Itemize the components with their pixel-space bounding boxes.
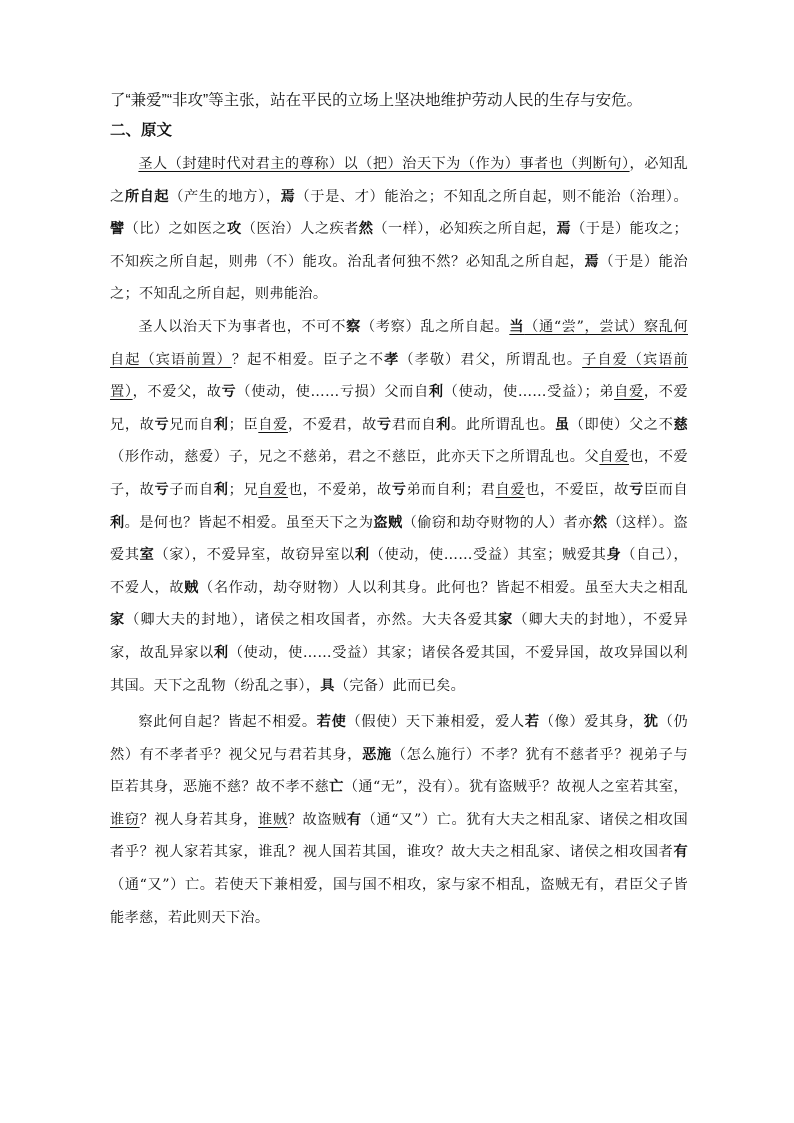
underlined-segment: 谁贼 [258,811,288,828]
text-segment: （使动，使……受益）其室；贼爱其 [369,547,607,564]
text-segment: （家），不爱异室，故窃异室以 [154,547,355,564]
text-segment: （产生的地方）， [169,188,281,205]
text-segment: 。是何也？皆起不相爱。虽至天下之为 [124,514,374,531]
text-segment: 也，不爱子，故 [110,449,689,498]
text-segment: （医治）人之疾者 [241,221,359,238]
underlined-segment: 子自爱（宾语前置） [110,351,688,401]
section-heading: 二、原文 [110,122,173,139]
text-segment: 君而自 [391,416,437,433]
text-segment: 臣而自 [643,481,688,498]
keyword-segment: 察 [346,318,361,335]
keyword-segment: 所自起 [124,188,170,205]
keyword-segment: 亡 [329,779,344,796]
text-segment: （怎么施行）不孝？犹有不慈者乎？视弟子与臣若其身，恶施不慈？故不孝不慈 [110,746,688,796]
keyword-segment: 利 [110,514,125,531]
keyword-segment: 焉 [280,188,296,205]
text-segment: （于是、才）能治之；不知乱之所自起，则不能治（治理）。 [295,188,688,205]
text-segment: （通“又”）亡。若使天下兼相爱，国与国不相攻，家与家不相乱，盗贼无有，君臣父子皆能孝慈，若此则天下治。 [110,877,688,926]
keyword-segment: 若 [524,714,540,731]
text-segment: （卿大夫的封地），不爱异家，故乱异家以 [110,612,688,661]
underlined-segment: 自爱 [258,481,288,498]
text-segment: （自己），不爱人，故 [110,547,688,596]
keyword-segment: 家 [110,612,126,629]
text-segment: （通“无”，没有）。犹有盗贼乎？故视人之室若其室， [343,779,688,796]
text-segment: （完备）此而已矣。 [334,677,466,694]
keyword-segment: 慈 [673,416,688,433]
keyword-segment: 譬 [110,221,125,238]
original-text-paragraph-2 [110,311,688,702]
keyword-segment: 然 [358,221,374,238]
keyword-segment: 焉 [556,221,572,238]
text-segment: 子而自 [169,481,214,498]
underlined-segment: 自爱 [495,481,526,498]
text-segment: 圣人以治天下为事者也，不可不 [138,318,347,335]
text-segment: （比）之如医之 [124,221,228,238]
keyword-segment: 室 [139,547,155,564]
text-segment: （假使）天下兼相爱，爱人 [346,714,525,731]
text-segment: （于是）能攻之；不知疾之所自起，则弗（不）能攻。治乱者何独不然？必知乱之所自起， [110,221,688,270]
text-segment: （考察）乱之所自起。 [360,318,510,335]
keyword-segment: 利 [213,481,229,498]
text-segment: ，不爱父，故 [132,384,222,401]
original-text-paragraph-1 [110,148,688,311]
keyword-segment: 然 [592,514,608,531]
text-segment: ；臣 [228,416,259,433]
keyword-segment: 亏 [154,481,170,498]
text-segment: （通“又”）亡。犹有大夫之相乱家、诸侯之相攻国者乎？视人家若其家，谁乱？视人国若其国，谁攻？故大夫之相乱家、诸侯之相攻国者 [110,811,688,861]
keyword-segment: 利 [213,416,229,433]
text-segment: ，不爱兄，故 [110,384,688,433]
text-segment: 也，不爱臣，故 [525,481,629,498]
text-segment: （于是）能治之；不知乱之所自起，则弗能治。 [110,253,688,303]
text-segment: ；兄 [228,481,259,498]
keyword-segment: 虽 [554,416,570,433]
keyword-segment: 身 [606,547,622,564]
text-segment: ，必知乱之 [110,156,688,205]
text-segment: （形作动，慈爱）子，兄之不慈弟，君之不慈臣，此亦天下之所谓乱也。父 [110,449,600,466]
keyword-segment: 恶施 [362,746,392,763]
text-segment: 弟而自利；君 [406,481,496,498]
keyword-underlined-segment: 当 [509,318,525,335]
keyword-segment: 利 [436,416,452,433]
original-text-paragraph-3 [110,706,688,934]
keyword-segment: 有 [673,844,688,861]
text-segment: （这样）。盗爱其 [110,514,688,564]
text-segment: （即使）父之不 [569,416,674,433]
keyword-segment: 攻 [227,221,242,238]
keyword-segment: 家 [498,612,514,629]
text-segment: （卿大夫的封地），诸侯之相攻国者，亦然。大夫各爱其 [125,612,499,629]
text-segment: ？起不相爱。臣子之不 [231,351,385,368]
keyword-segment: 犹 [643,714,659,731]
keyword-segment: 具 [320,677,335,694]
text-segment: （偷窃和劫夺财物的人）者亦 [402,514,593,531]
document-page [110,86,688,934]
text-segment: 也，不爱弟，故 [287,481,392,498]
keyword-segment: 有 [346,811,362,828]
underlined-segment: （通“尝”，尝试）察乱何自起（宾语前置） [110,318,688,368]
text-segment: 兄而自 [169,416,214,433]
keyword-segment: 利 [213,644,229,661]
keyword-segment: 焉 [584,253,600,270]
text-segment: （使动，使……亏损）父而自 [236,384,429,401]
underlined-segment: 自爱 [599,449,630,466]
text-segment: （孝敬）君父，所谓乱也。 [399,351,583,368]
keyword-segment: 若使 [316,714,347,731]
text-segment: （像）爱其身， [539,714,644,731]
keyword-segment: 亏 [376,416,392,433]
keyword-segment: 亏 [628,481,644,498]
underlined-segment: 自爱 [258,416,288,433]
underlined-segment: 自爱 [614,384,644,401]
underlined-segment: 谁窃 [110,811,140,828]
text-segment: 。此所谓乱也。 [451,416,555,433]
keyword-segment: 利 [428,384,444,401]
keyword-segment: 亏 [221,384,237,401]
text-segment: 察此何自起？皆起不相爱。 [138,714,317,731]
keyword-segment: 盗贼 [373,514,403,531]
text-segment: （使动，使……受益）；弟 [443,384,615,401]
text-segment: ，不爱君，故 [287,416,377,433]
text-segment: ？视人身若其身， [139,811,259,828]
underlined-segment: 圣人（封建时代对君主的尊称）以（把）治天下为（作为）事者也（判断句） [138,156,630,172]
keyword-segment: 孝 [384,351,400,368]
keyword-segment: 贼 [184,579,199,596]
text-segment: ？故盗贼 [287,811,347,828]
keyword-segment: 利 [354,547,370,564]
text-segment: （仍然）有不孝者乎？视父兄与君若其身， [110,714,688,763]
keyword-segment: 亏 [391,481,407,498]
text-segment: （名作动，劫夺财物）人以利其身。此何也？皆起不相爱。虽至大夫之相乱 [199,579,688,596]
keyword-segment: 亏 [154,416,170,433]
text-segment: （使动，使……受益）其家；诸侯各爱其国，不爱异国，故攻异国以利其国。天下之乱物（纷乱之事）， [110,644,688,694]
text-segment: （一样），必知疾之所自起， [373,221,557,238]
intro-paragraph: 了“兼爱”“非攻”等主张，站在平民的立场上坚决地维护劳动人民的生存与安危。 [110,92,643,109]
